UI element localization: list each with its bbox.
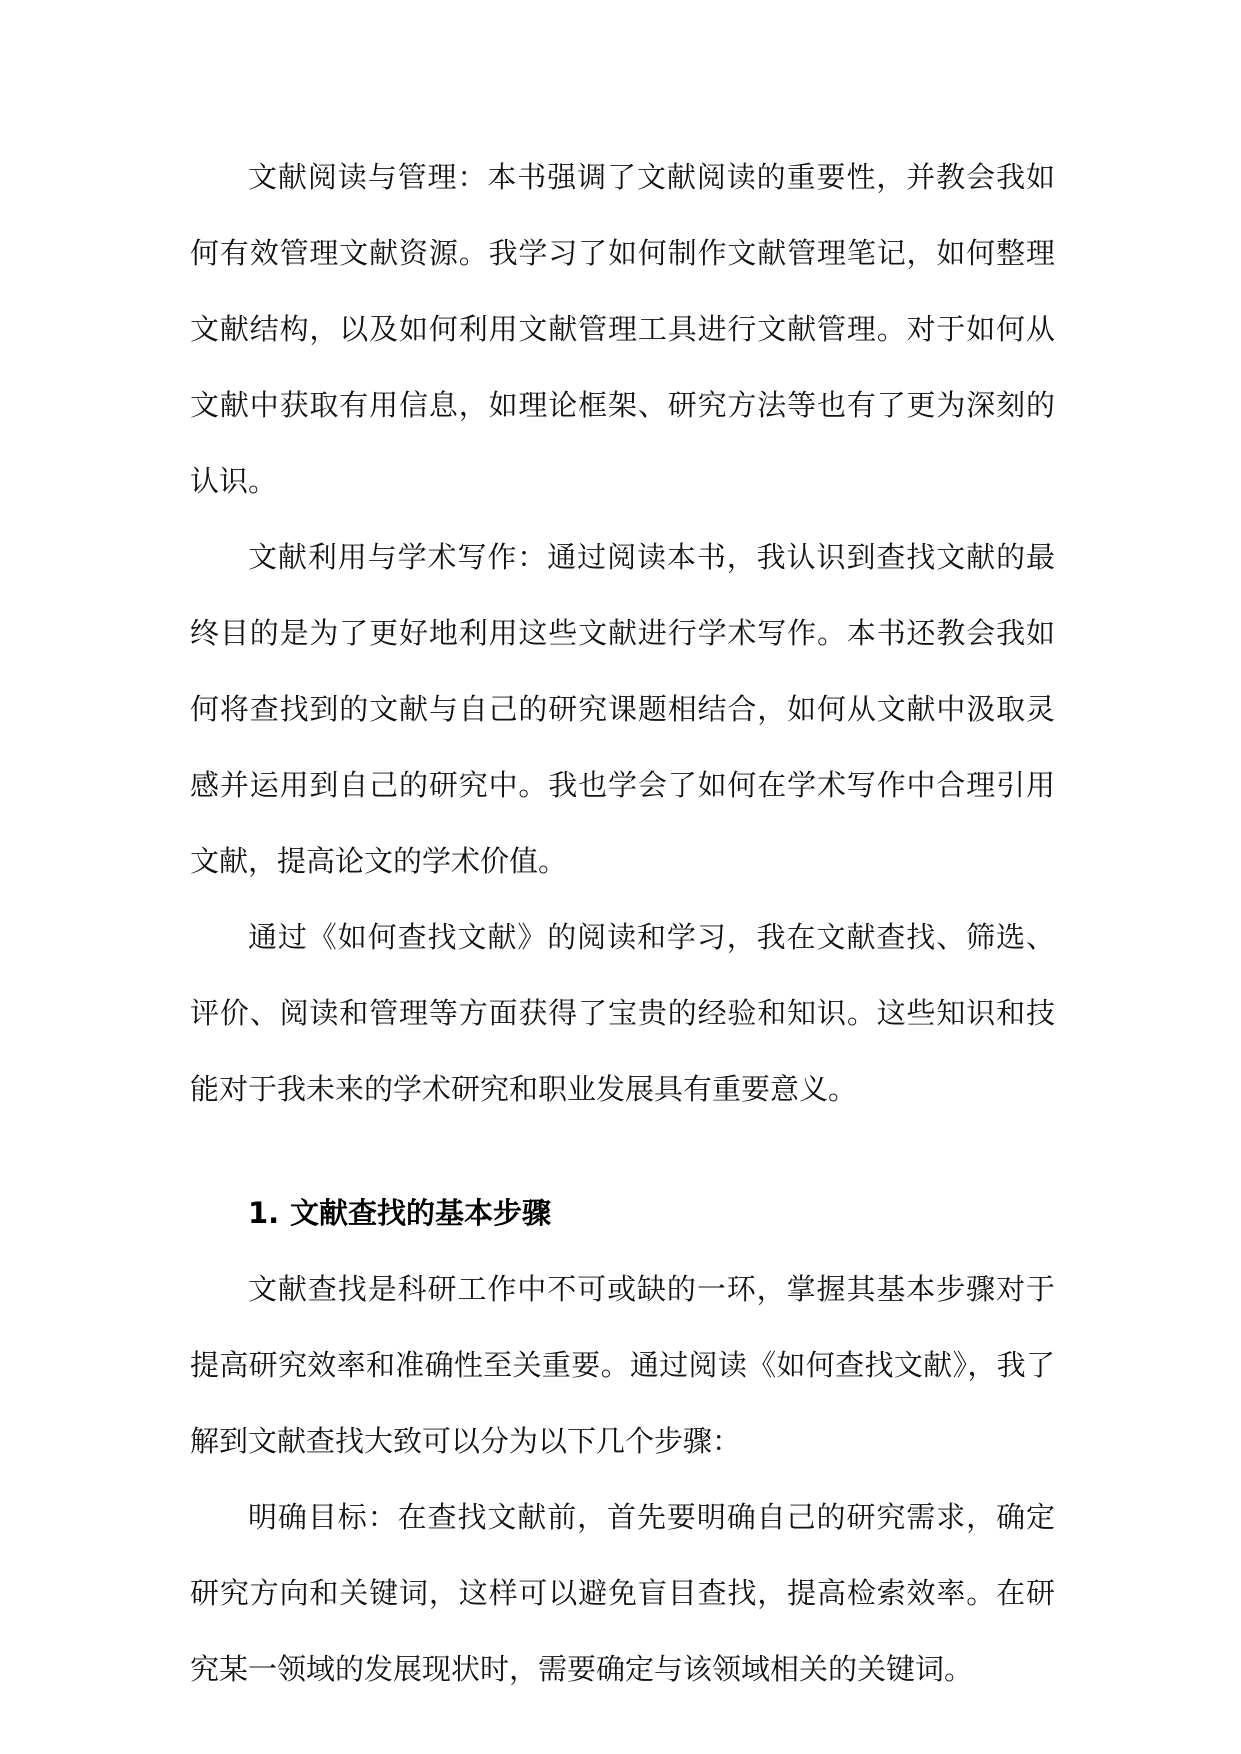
section-number: 1. [248, 1196, 280, 1230]
paragraph-literature-reading-management: 文献阅读与管理：本书强调了文献阅读的重要性，并教会我如何有效管理文献资源。我学习了如何制作文献管理笔记，如何整理文献结构，以及如何利用文献管理工具进行文献管理。对于如何从文献中获取有用信息，如理论框架、研究方法等也有了更为深刻的认识。 [190, 160, 1055, 498]
document-body [190, 139, 1055, 1707]
paragraph-summary: 通过《如何查找文献》的阅读和学习，我在文献查找、筛选、评价、阅读和管理等方面获得了宝贵的经验和知识。这些知识和技能对于我未来的学术研究和职业发展具有重要意义。 [190, 920, 1055, 1106]
paragraph-search-steps-intro: 文献查找是科研工作中不可或缺的一环，掌握其基本步骤对于提高研究效率和准确性至关重要。通过阅读《如何查找文献》，我了解到文献查找大致可以分为以下几个步骤： [190, 1272, 1055, 1458]
section-title: 文献查找的基本步骤 [290, 1196, 552, 1230]
paragraph-literature-use-academic-writing: 文献利用与学术写作：通过阅读本书，我认识到查找文献的最终目的是为了更好地利用这些文献进行学术写作。本书还教会我如何将查找到的文献与自己的研究课题相结合，如何从文献中汲取灵感并运用到自己的研究中。我也学会了如何在学术写作中合理引用文献，提高论文的学术价值。 [190, 540, 1055, 878]
paragraph-define-goals: 明确目标：在查找文献前，首先要明确自己的研究需求，确定研究方向和关键词，这样可以避免盲目查找，提高检索效率。在研究某一领域的发展现状时，需要确定与该领域相关的关键词。 [190, 1500, 1055, 1686]
section-heading [190, 1175, 1055, 1251]
